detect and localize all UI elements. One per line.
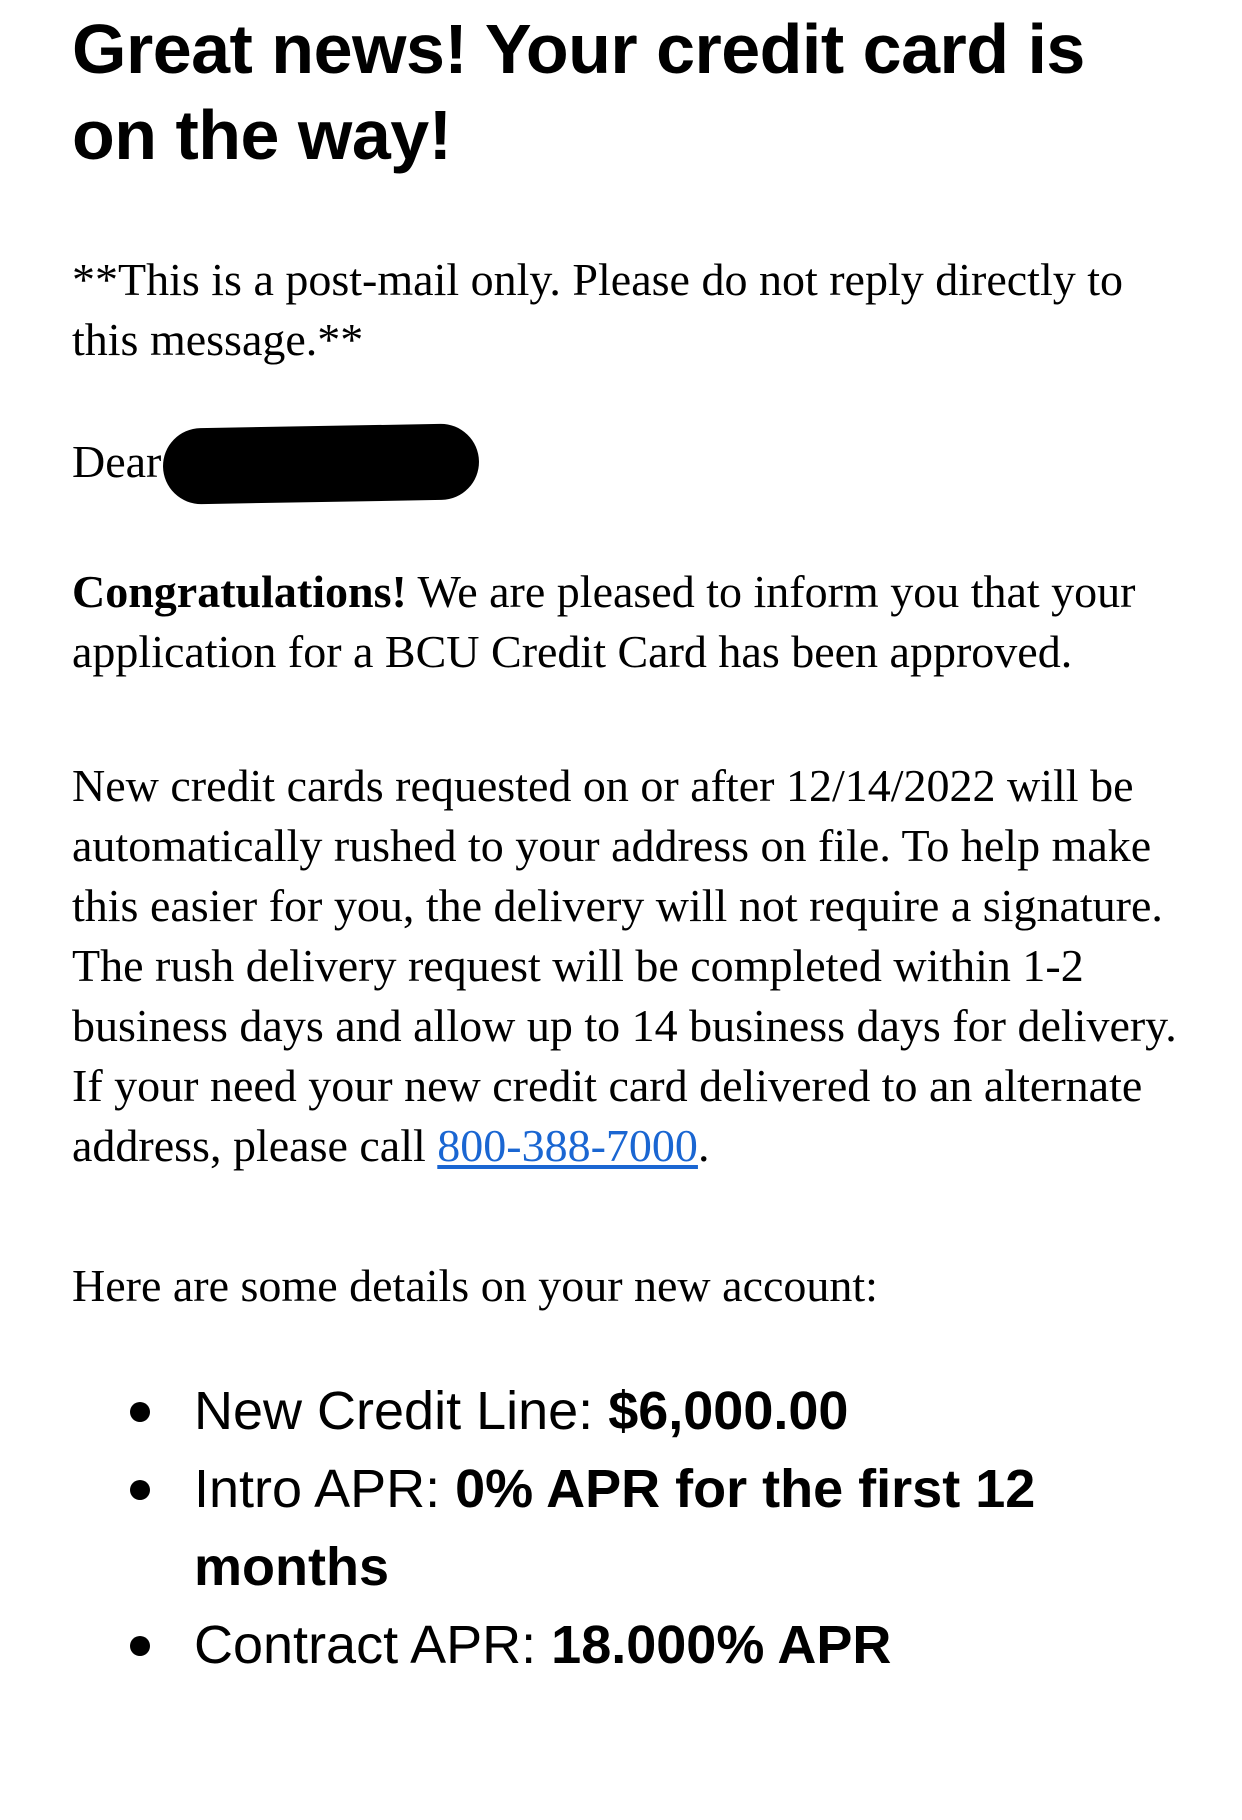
approval-text: We are pleased to inform you that your application for a BCU Credit Card has been approved. (72, 566, 1136, 677)
detail-label: Intro APR: (194, 1459, 456, 1519)
bullet-icon (130, 1480, 150, 1500)
greeting-label: Dear (72, 436, 162, 487)
detail-value: $6,000.00 (608, 1381, 849, 1441)
detail-label: New Credit Line: (194, 1381, 609, 1441)
bullet-icon (130, 1402, 150, 1422)
bullet-icon (130, 1636, 150, 1656)
greeting (72, 432, 1182, 492)
delivery-end: . (697, 1120, 710, 1171)
detail-value: 18.000% APR (551, 1615, 892, 1675)
detail-credit-line (72, 1372, 1054, 1450)
delivery-paragraph (72, 756, 1182, 1176)
detail-value: 0% APR for the first 12 months (194, 1459, 1036, 1597)
detail-label: Contract APR: (194, 1615, 552, 1675)
delivery-text: New credit cards requested on or after 12/14/2022 will be automatically rushed to your address on file. To help make this easier for you, the delivery will not require a signature. The rush delivery request will be completed within 1-2 business days and allow up to 14 business days for delivery. If your need your new credit card delivered to an alternate address, please call (72, 760, 1177, 1171)
details-intro: Here are some details on your new account: (72, 1260, 878, 1311)
account-details-list (72, 1372, 1182, 1684)
detail-contract-apr (72, 1606, 1054, 1684)
congrats-heading: Congratulations! (72, 566, 407, 617)
email-body (72, 0, 1182, 1684)
detail-intro-apr (72, 1450, 1054, 1606)
redacted-name (163, 423, 480, 505)
phone-link[interactable]: 800-388-7000 (437, 1120, 698, 1171)
email-headline: Great news! Your credit card is on the way! (72, 10, 1085, 174)
approval-paragraph (72, 562, 1182, 682)
no-reply-notice: **This is a post-mail only. Please do not reply directly to this message.** (72, 254, 1124, 365)
